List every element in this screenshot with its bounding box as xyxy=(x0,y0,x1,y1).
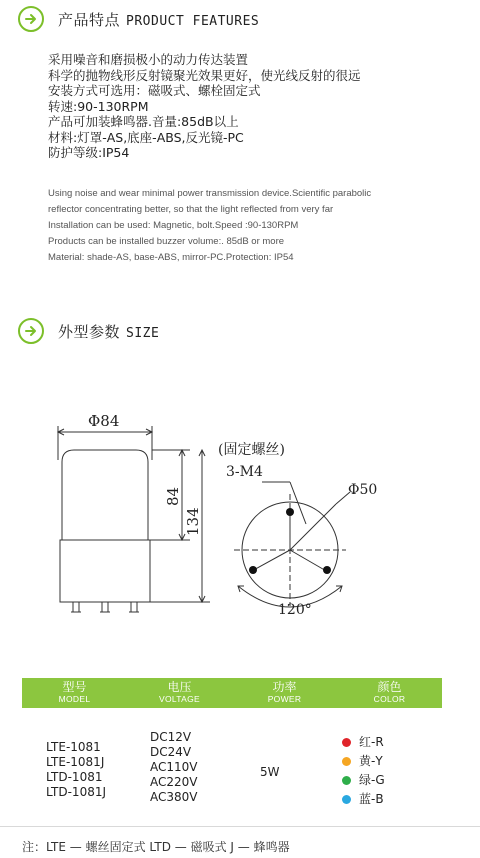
arrow-right-icon xyxy=(18,318,44,344)
feature-line: 科学的抛物线形反射镜聚光效果更好，使光线反射的很远 xyxy=(48,67,361,83)
color-list xyxy=(342,733,385,809)
section-header-size xyxy=(18,318,159,344)
voltage-item: DC24V xyxy=(150,745,192,759)
model-item: LTD-1081J xyxy=(46,785,107,799)
feature-line: 材料:灯罩-AS,底座-ABS,反光镜-PC xyxy=(48,129,244,145)
color-item: 红-R xyxy=(342,733,385,752)
hole-circle-label: Φ50 xyxy=(348,482,378,498)
section-title: 产品特点 PRODUCT FEATURES xyxy=(58,10,260,29)
color-dot-icon xyxy=(342,757,351,766)
model-list xyxy=(46,740,106,800)
color-dot-icon xyxy=(342,738,351,747)
section-header-features xyxy=(18,6,259,32)
features-en xyxy=(48,186,468,266)
voltage-item: AC380V xyxy=(150,790,198,804)
spec-table-body xyxy=(22,730,442,815)
header-power: 功率 POWER xyxy=(267,680,302,704)
header-voltage: 电压 VOLTAGE xyxy=(159,680,200,704)
voltage-list xyxy=(150,730,198,805)
diameter-label: Φ84 xyxy=(88,412,120,430)
feature-line: 转速:90-130RPM xyxy=(48,98,149,114)
color-item: 绿-G xyxy=(342,771,385,790)
feature-line-en: Using noise and wear minimal power transmission device.Scientific parabolic xyxy=(48,188,372,199)
angle-label: 120° xyxy=(278,602,312,618)
screw-label: 3-M4 xyxy=(226,464,263,480)
color-dot-icon xyxy=(342,795,351,804)
feature-line: 安装方式可选用：磁吸式、螺栓固定式 xyxy=(48,83,261,98)
header-model: 型号 MODEL xyxy=(58,680,91,704)
feature-line-en: Products can be installed buzzer volume:. 85dB or more xyxy=(48,236,285,247)
color-item: 黄-Y xyxy=(342,752,385,771)
voltage-item: DC12V xyxy=(150,730,192,744)
divider xyxy=(0,826,480,827)
model-item: LTE-1081J xyxy=(46,755,105,769)
features-cn xyxy=(48,52,468,161)
color-dot-icon xyxy=(342,776,351,785)
dimension-drawing xyxy=(40,400,440,630)
section-title: 外型参数 SIZE xyxy=(58,322,160,341)
feature-line-en: Installation can be used: Magnetic, bolt.Speed :90-130RPM xyxy=(48,220,299,231)
spec-table-header xyxy=(22,678,442,708)
feature-line: 产品可加装蜂鸣器.音量:85dB以上 xyxy=(48,114,239,129)
feature-line-en: reflector concentrating better, so that the light reflected from very far xyxy=(48,204,334,215)
height-upper-label: 84 xyxy=(164,486,182,506)
voltage-item: AC110V xyxy=(150,760,198,774)
power-value: 5W xyxy=(260,765,280,779)
feature-line: 防护等级:IP54 xyxy=(48,145,130,160)
height-total-label: 134 xyxy=(184,507,202,536)
model-item: LTD-1081 xyxy=(46,770,103,784)
feature-line-en: Material: shade-AS, base-ABS, mirror-PC.Protection: IP54 xyxy=(48,252,294,263)
feature-line: 采用噪音和磨损极小的动力传达装置 xyxy=(48,52,249,67)
voltage-item: AC220V xyxy=(150,775,198,789)
model-item: LTE-1081 xyxy=(46,740,101,754)
footnote: 注：LTE — 螺丝固定式 LTD — 磁吸式 J — 蜂鸣器 xyxy=(22,840,290,854)
mount-note: (固定螺丝) xyxy=(218,442,285,458)
color-item: 蓝-B xyxy=(342,790,385,809)
arrow-right-icon xyxy=(18,6,44,32)
header-color: 颜色 COLOR xyxy=(373,680,406,704)
